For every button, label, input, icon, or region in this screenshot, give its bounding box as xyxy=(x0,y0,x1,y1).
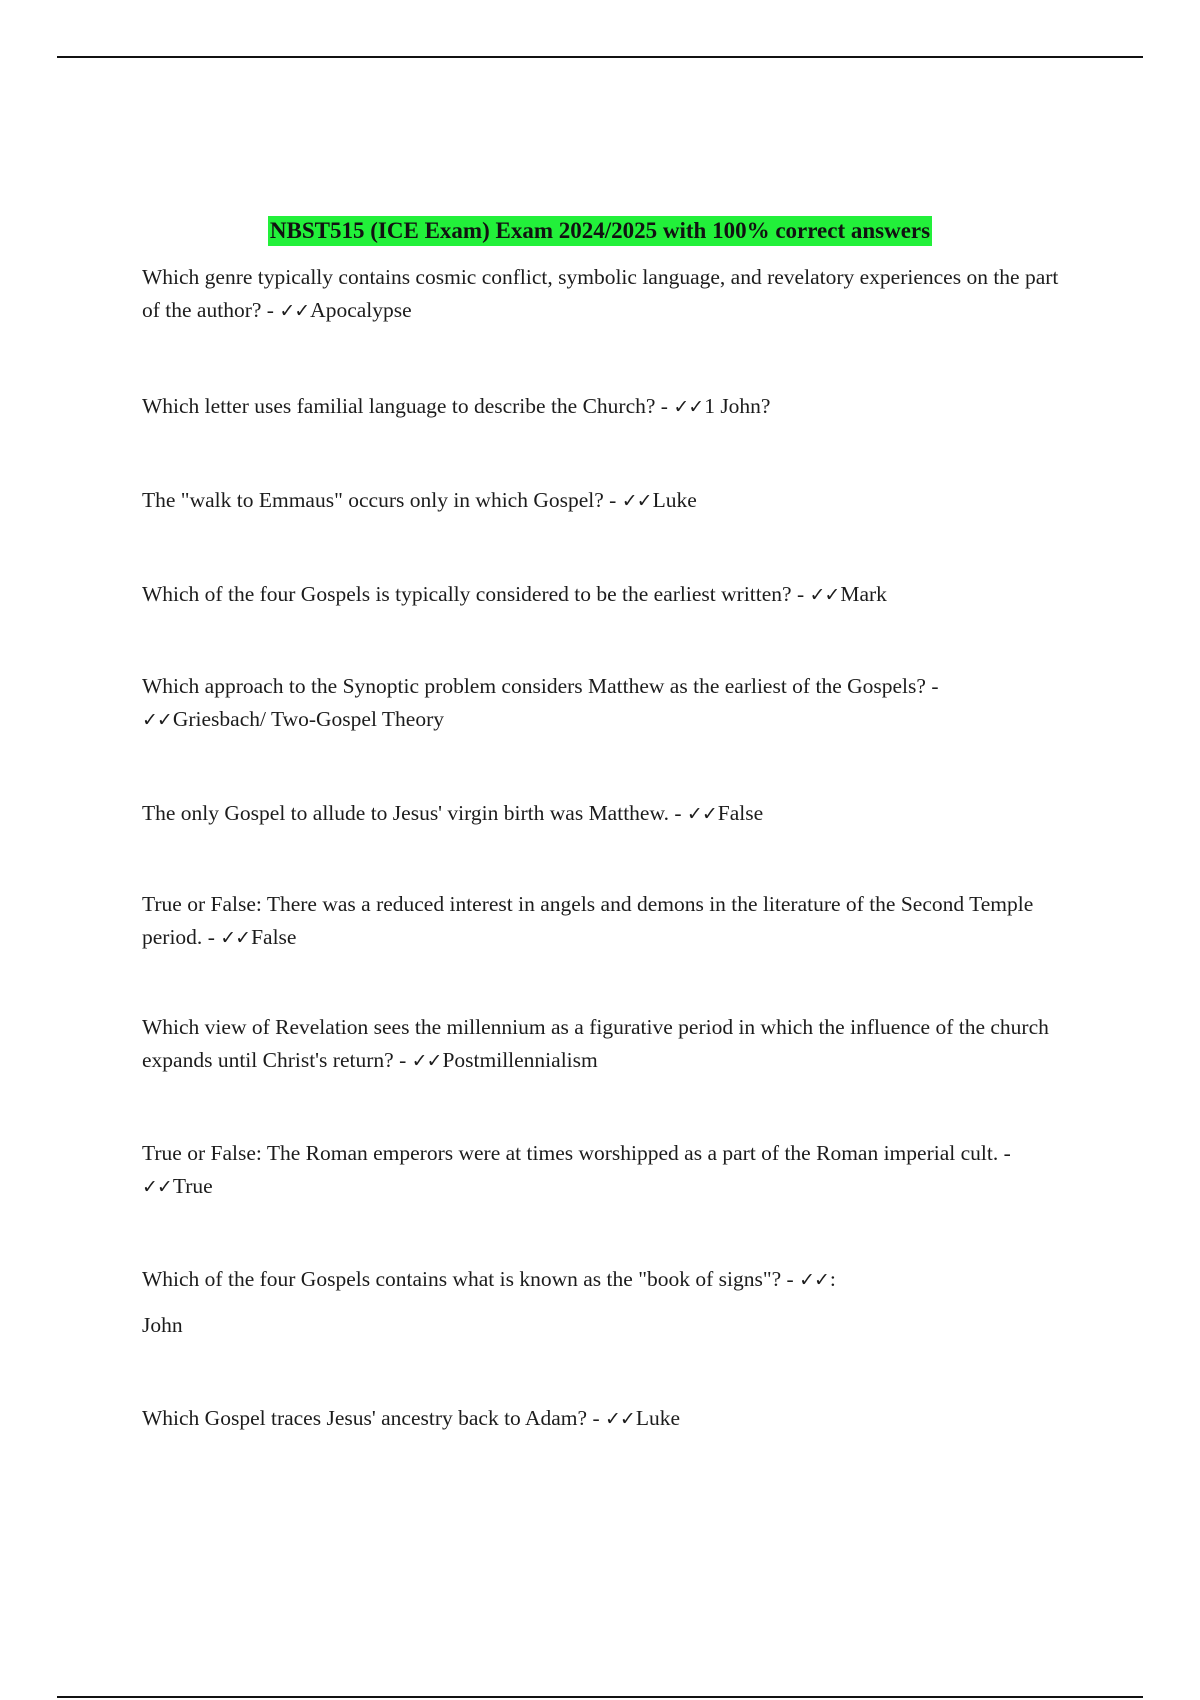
double-check-icon: ✓✓ xyxy=(686,803,717,825)
answer-text: False xyxy=(251,925,297,949)
separator: - xyxy=(668,801,687,825)
answer-text: Luke xyxy=(635,1406,681,1430)
answer-text: Luke xyxy=(652,488,697,512)
question-text: Which letter uses familial language to describe the Church? xyxy=(142,394,656,418)
double-check-icon: ✓✓ xyxy=(142,1176,172,1198)
double-check-icon: ✓✓ xyxy=(673,396,704,418)
separator: - xyxy=(261,298,280,322)
qa-item-1 xyxy=(142,261,1062,328)
answer-continuation: John xyxy=(142,1313,183,1337)
separator: - xyxy=(925,674,939,698)
question-text: Which genre typically contains cosmic conflict, symbolic language, and revelatory experiences on the part of the author? xyxy=(142,265,1059,322)
double-check-icon: ✓✓ xyxy=(142,709,172,731)
separator: - xyxy=(202,925,221,949)
double-check-icon: ✓✓ xyxy=(220,927,251,949)
question-text: True or False: There was a reduced interest in angels and demons in the literature of the Second Temple period. xyxy=(142,892,1034,949)
answer-text: Griesbach/ Two-Gospel Theory xyxy=(172,707,445,731)
top-rule xyxy=(57,56,1143,58)
separator: - xyxy=(655,394,674,418)
double-check-icon: ✓✓ xyxy=(799,1269,829,1291)
question-text: True or False: The Roman emperors were at times worshipped as a part of the Roman imperial cult. xyxy=(142,1141,999,1165)
question-text: Which approach to the Synoptic problem considers Matthew as the earliest of the Gospels? xyxy=(142,674,926,698)
double-check-icon: ✓✓ xyxy=(279,300,310,322)
bottom-rule xyxy=(57,1696,1143,1698)
answer-text: 1 John? xyxy=(704,394,771,418)
question-text: Which of the four Gospels contains what is known as the "book of signs"? xyxy=(142,1267,782,1291)
question-text: Which view of Revelation sees the millennium as a figurative period in which the influence of the church expands until Christ's return? xyxy=(142,1015,1049,1072)
qa-item-7 xyxy=(142,888,1062,955)
separator: - xyxy=(791,582,810,606)
qa-item-5 xyxy=(142,670,1062,737)
qa-item-2 xyxy=(142,390,1062,424)
double-check-icon: ✓✓ xyxy=(411,1050,442,1072)
qa-item-11 xyxy=(142,1402,1062,1436)
qa-item-6 xyxy=(142,797,1062,831)
qa-item-4 xyxy=(142,578,1062,612)
qa-item-10 xyxy=(142,1263,1062,1342)
answer-text: Postmillennialism xyxy=(442,1048,598,1072)
double-check-icon: ✓✓ xyxy=(621,490,652,512)
answer-text: Apocalypse xyxy=(310,298,412,322)
answer-text: True xyxy=(172,1174,213,1198)
question-text: The only Gospel to allude to Jesus' virgin birth was Matthew. xyxy=(142,801,669,825)
separator: - xyxy=(781,1267,800,1291)
answer-text: : xyxy=(829,1267,836,1291)
question-text: Which of the four Gospels is typically considered to be the earliest written? xyxy=(142,582,792,606)
title-block xyxy=(0,216,1200,246)
qa-item-3 xyxy=(142,484,1062,518)
qa-item-9 xyxy=(142,1137,1062,1204)
separator: - xyxy=(603,488,622,512)
double-check-icon: ✓✓ xyxy=(605,1408,635,1430)
separator: - xyxy=(587,1406,605,1430)
qa-item-8 xyxy=(142,1011,1062,1078)
question-text: The "walk to Emmaus" occurs only in which Gospel? xyxy=(142,488,604,512)
separator: - xyxy=(998,1141,1011,1165)
double-check-icon: ✓✓ xyxy=(809,584,840,606)
answer-text: Mark xyxy=(840,582,887,606)
separator: - xyxy=(393,1048,412,1072)
document-title: NBST515 (ICE Exam) Exam 2024/2025 with 100% correct answers xyxy=(268,216,932,246)
answer-text: False xyxy=(717,801,764,825)
question-text: Which Gospel traces Jesus' ancestry back to Adam? xyxy=(142,1406,588,1430)
